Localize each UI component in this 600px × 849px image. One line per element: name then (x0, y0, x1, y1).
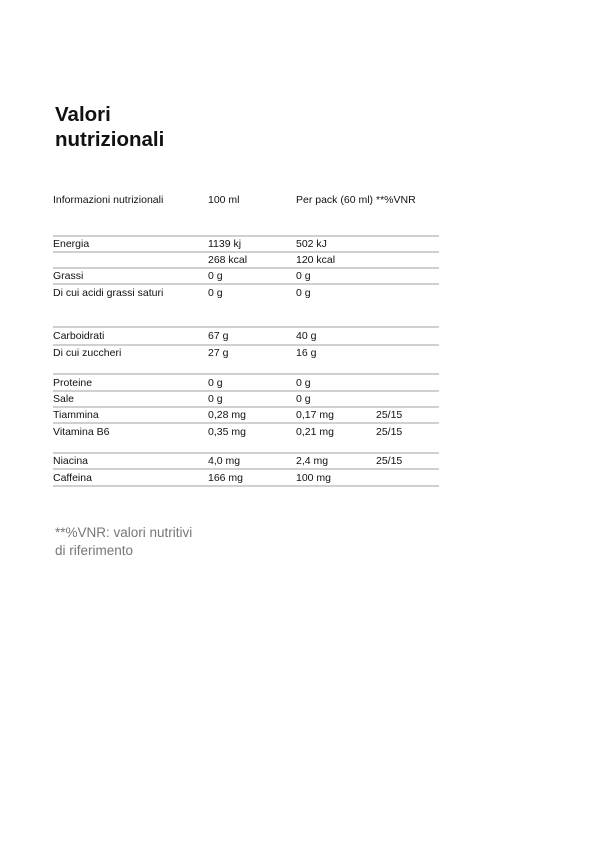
page-title (55, 102, 255, 152)
cell-nutrient: Niacina (53, 455, 89, 467)
cell-per-pack: 0 g (296, 287, 311, 299)
header-per-pack: Per pack (60 ml) (296, 194, 374, 206)
divider (53, 283, 439, 285)
divider (53, 485, 439, 487)
cell-nutrient: Di cui acidi grassi saturi (53, 287, 164, 299)
cell-100ml: 0 g (208, 393, 223, 405)
cell-per-pack: 0,21 mg (296, 426, 334, 438)
cell-nutrient: Sale (53, 393, 75, 405)
title-line-1: Valori (55, 103, 111, 126)
cell-100ml: 27 g (208, 347, 229, 359)
cell-100ml: 0,28 mg (208, 409, 246, 421)
divider (53, 468, 439, 470)
footnote (55, 524, 225, 560)
cell-100ml: 0 g (208, 377, 223, 389)
cell-per-pack: 0 g (296, 393, 311, 405)
cell-100ml: 166 mg (208, 472, 244, 484)
cell-per-pack: 40 g (296, 330, 317, 342)
divider (53, 326, 439, 328)
cell-per-pack: 2,4 mg (296, 455, 329, 467)
cell-100ml: 0 g (208, 287, 223, 299)
divider (53, 373, 439, 375)
cell-per-pack: 502 kJ (296, 238, 327, 250)
cell-per-pack: 120 kcal (296, 254, 336, 266)
cell-100ml: 0,35 mg (208, 426, 246, 438)
header-100ml: 100 ml (208, 194, 240, 206)
cell-nutrient: Energia (53, 238, 90, 250)
cell-vnr: 25/15 (376, 426, 403, 438)
cell-per-pack: 100 mg (296, 472, 332, 484)
cell-nutrient: Tiammina (53, 409, 99, 421)
cell-per-pack: 0 g (296, 270, 311, 282)
divider (53, 422, 439, 424)
cell-vnr: 25/15 (376, 455, 403, 467)
cell-nutrient: Caffeina (53, 472, 92, 484)
cell-100ml: 1139 kj (208, 238, 242, 250)
cell-nutrient: Proteine (53, 377, 93, 389)
cell-per-pack: 0 g (296, 377, 311, 389)
title-line-2: nutrizionali (55, 128, 165, 151)
cell-nutrient: Vitamina B6 (53, 426, 110, 438)
footnote-line-1: **%VNR: valori nutritivi (55, 525, 193, 540)
cell-per-pack: 0,17 mg (296, 409, 334, 421)
cell-nutrient: Grassi (53, 270, 84, 282)
cell-100ml: 0 g (208, 270, 223, 282)
footnote-line-2: di riferimento (55, 543, 134, 558)
header-vnr: **%VNR (376, 194, 416, 206)
cell-vnr: 25/15 (376, 409, 403, 421)
header-info: Informazioni nutrizionali (53, 194, 164, 206)
cell-per-pack: 16 g (296, 347, 317, 359)
cell-100ml: 4,0 mg (208, 455, 241, 467)
cell-nutrient: Carboidrati (53, 330, 105, 342)
cell-100ml: 67 g (208, 330, 229, 342)
cell-100ml: 268 kcal (208, 254, 248, 266)
cell-nutrient: Di cui zuccheri (53, 347, 122, 359)
